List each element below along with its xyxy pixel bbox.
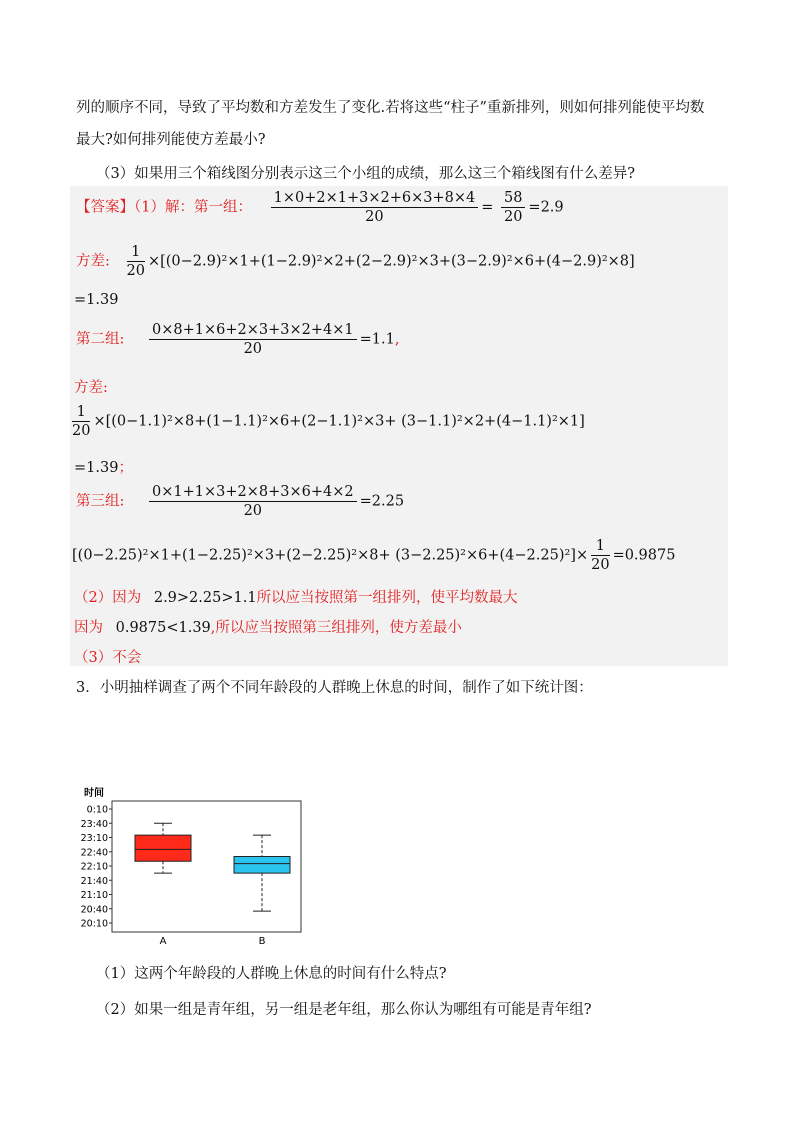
group2-label: 第二组: bbox=[76, 331, 125, 348]
variance2-expression: ×[(0−1.1)²×8+(1−1.1)²×6+(2−1.1)²×3+ (3−1.1)²×2+(4−1.1)²×1] bbox=[93, 413, 585, 430]
variance-comparison: 0.9875<1.39 bbox=[115, 620, 211, 636]
variance2-result: =1.39 bbox=[74, 460, 119, 476]
x-category-label-A: A bbox=[159, 936, 167, 947]
group1-mean-fraction-2: $\frac{58}{20}$ bbox=[501, 190, 525, 225]
variance2-result-line: =1.39； bbox=[74, 460, 133, 476]
chart-ylabel: 时间 bbox=[84, 788, 104, 799]
intro-line-2: 最大?如何排列能使方差最小? bbox=[76, 132, 266, 148]
variance3-result: =0.9875 bbox=[612, 547, 676, 564]
answer-variance2: $\frac{1}{20}$ ×[(0−1.1)²×8+(1−1.1)²×6+(2−1.1)²×3+ (3−1.1)²×2+(4−1.1)²×1] bbox=[72, 404, 585, 439]
variance1-expression: ×[(0−2.9)²×1+(1−2.9)²×2+(2−2.9)²×3+(3−2.9)²×6+(4−2.9)²×8] bbox=[147, 253, 635, 270]
group2-mean-result: =1.1 bbox=[359, 331, 395, 348]
answer-variance3: [(0−2.25)²×1+(1−2.25)²×3+(2−2.25)²×8+ (3−2.25)²×6+(4−2.25)²]× $\frac{1}{20}$ =0.9875 bbox=[72, 538, 676, 573]
box-A-box bbox=[135, 835, 191, 861]
answer-part3: （3）不会 bbox=[74, 650, 142, 666]
answer-tag: 【答案】 bbox=[76, 199, 134, 216]
y-tick-label: 0:10 bbox=[86, 804, 108, 816]
x-category-label-B: B bbox=[258, 936, 266, 947]
variance1-result: =1.39 bbox=[74, 292, 119, 308]
box-B-box bbox=[234, 857, 290, 874]
answer-part1-label: （1）解：第一组： bbox=[134, 199, 252, 216]
intro-line-1: 列的顺序不同，导致了平均数和方差发生了变化.若将这些“柱子”重新排列，则如何排列能使平均数 bbox=[76, 100, 705, 116]
y-tick-label: 21:40 bbox=[80, 875, 108, 887]
question-3-sub2: （2）如果一组是青年组，另一组是老年组，那么你认为哪组有可能是青年组? bbox=[96, 1002, 592, 1018]
y-tick-label: 21:10 bbox=[80, 890, 108, 901]
variance3-expression: [(0−2.25)²×1+(1−2.25)²×3+(2−2.25)²×8+ (3−2.25)²×6+(4−2.25)²]× bbox=[72, 547, 589, 564]
boxplot-chart bbox=[72, 784, 312, 954]
group1-mean-fraction: $\frac{1\times 0+2\times 1+3\times 2+6\times 3+8\times 4}{20}$ bbox=[271, 190, 479, 225]
question-3-of-previous: （3）如果用三个箱线图分别表示这三个小组的成绩，那么这三个箱线图有什么差异? bbox=[96, 166, 635, 182]
group1-mean-result: =2.9 bbox=[528, 199, 564, 216]
question-3-sub1: （1）这两个年龄段的人群晚上休息的时间有什么特点? bbox=[96, 966, 447, 982]
mean-comparison: 2.9>2.25>1.1 bbox=[153, 590, 257, 606]
question-3-title: 3．小明抽样调查了两个不同年龄段的人群晚上休息的时间，制作了如下统计图： bbox=[76, 680, 593, 696]
y-tick-label: 23:10 bbox=[80, 833, 108, 844]
answer-group1: 【答案】（1）解：第一组： $\frac{1\times 0+2\times 1+3\times 2+6\times 3+8\times 4}{20}$ = $\frac{58}{20}$ =2.9 bbox=[76, 190, 564, 225]
y-tick-label: 23:40 bbox=[80, 818, 108, 830]
group3-mean-result: =2.25 bbox=[359, 493, 405, 510]
answer-group3: 第三组: $\frac{0\times 1+1\times 3+2\times 8+3\times 6+4\times 2}{20}$ =2.25 bbox=[76, 484, 405, 519]
answer-variance1: 方差: $\frac{1}{20}$ ×[(0−2.9)²×1+(1−2.9)²×2+(2−2.9)²×3+(3−2.9)²×6+(4−2.9)²×8] bbox=[76, 244, 635, 279]
answer-group2: 第二组: $\frac{0\times 8+1\times 6+2\times 3+3\times 2+4\times 1}{20}$ =1.1, bbox=[76, 322, 400, 357]
y-tick-label: 22:40 bbox=[80, 847, 108, 859]
variance1-label: 方差: bbox=[76, 253, 110, 270]
group3-label: 第三组: bbox=[76, 493, 125, 510]
y-tick-label: 22:10 bbox=[80, 861, 108, 873]
answer-part2-line2: 因为 0.9875<1.39,所以应当按照第三组排列，使方差最小 bbox=[74, 620, 462, 636]
y-tick-label: 20:10 bbox=[80, 918, 108, 930]
answer-part2-line1: （2）因为 2.9>2.25>1.1所以应当按照第一组排列，使平均数最大 bbox=[74, 590, 518, 606]
y-tick-label: 20:40 bbox=[80, 904, 108, 916]
variance2-label: 方差: bbox=[74, 380, 108, 396]
